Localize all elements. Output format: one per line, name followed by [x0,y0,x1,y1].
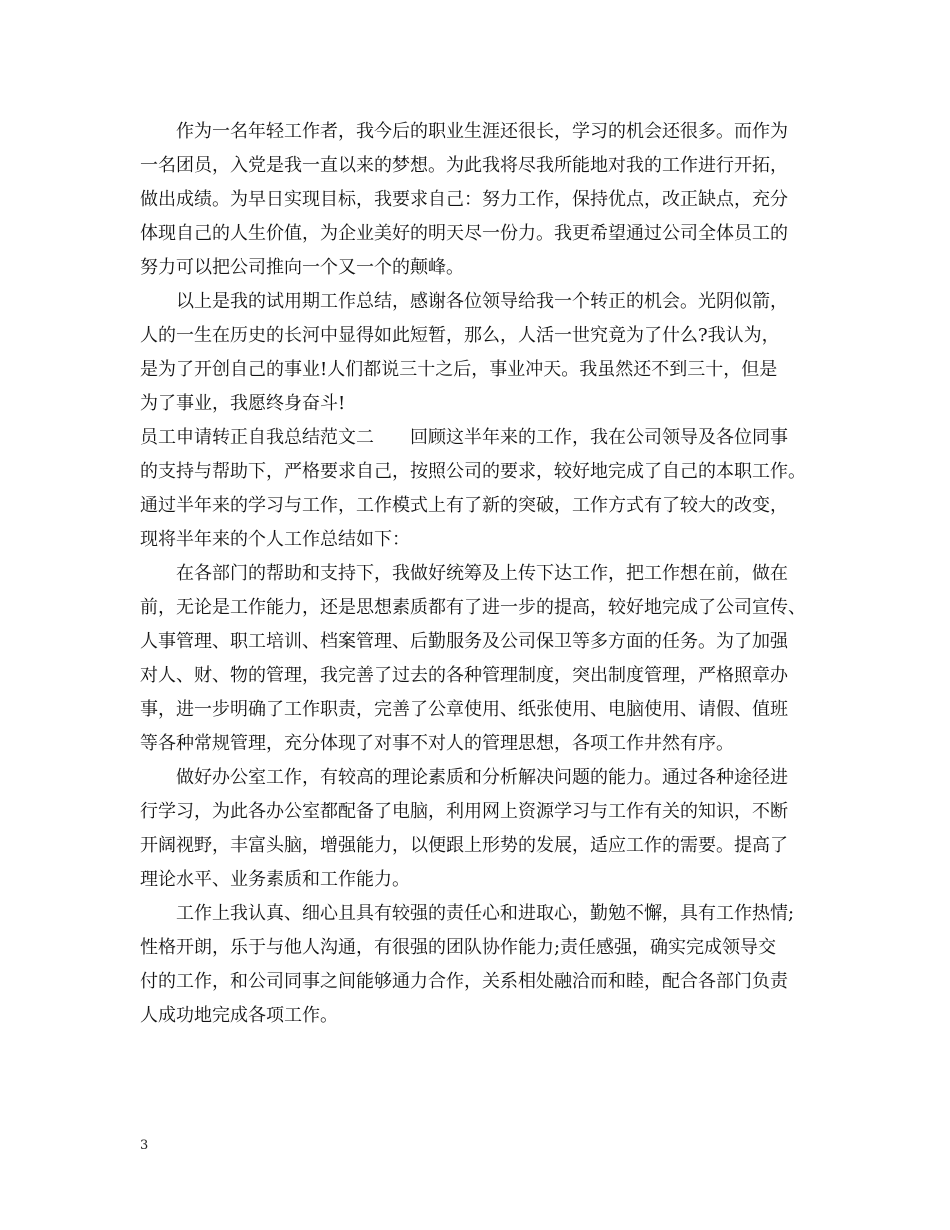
text-line: 体现自己的人生价值，为企业美好的明天尽一份力。我更希望通过公司全体员工的 [140,223,788,244]
text-line: 对人、财、物的管理，我完善了过去的各种管理制度，突出制度管理，严格照章办 [140,665,788,686]
page-number: 3 [140,1138,149,1153]
text-line: 以上是我的试用期工作总结，感谢各位领导给我一个转正的机会。光阴似箭， [176,291,788,312]
text-line: 付的工作，和公司同事之间能够通力合作，关系相处融洽而和睦，配合各部门负责 [140,971,788,992]
section-two [140,421,820,557]
text-line: 现将半年来的个人工作总结如下： [140,529,410,550]
paragraph-office-work [140,761,820,897]
text-line: 做好办公室工作，有较高的理论素质和分析解决问题的能力。通过各种途径进 [176,767,788,788]
document-body [140,115,820,1033]
paragraph-conclusion [140,285,820,421]
text-line: 开阔视野，丰富头脑，增强能力，以便跟上形势的发展，适应工作的需要。提高了 [140,835,788,856]
text-line: 做出成绩。为早日实现目标，我要求自己：努力工作，保持优点，改正缺点，充分 [140,189,788,210]
section-title: 员工申请转正自我总结范文二 [140,427,374,448]
paragraph-career-goals [140,115,820,285]
text-line: 性格开朗，乐于与他人沟通，有很强的团队协作能力;责任感强，确实完成领导交 [140,937,777,958]
text-line: 人成功地完成各项工作。 [140,1005,338,1026]
text-line: 一名团员，入党是我一直以来的梦想。为此我将尽我所能地对我的工作进行开拓， [140,155,788,176]
text-line: 人事管理、职工培训、档案管理、后勤服务及公司保卫等多方面的任务。为了加强 [140,631,788,652]
section-first-line: 回顾这半年来的工作，我在公司领导及各位同事 [410,427,788,448]
text-line: 等各种常规管理，充分体现了对事不对人的管理思想，各项工作井然有序。 [140,733,734,754]
text-line: 前，无论是工作能力，还是思想素质都有了进一步的提高，较好地完成了公司宣传、 [140,597,806,618]
text-line: 在各部门的帮助和支持下，我做好统筹及上传下达工作，把工作想在前，做在 [176,563,788,584]
text-line: 为了事业，我愿终身奋斗! [140,393,346,414]
text-line: 人的一生在历史的长河中显得如此短暂，那么，人活一世究竟为了什么?我认为， [140,325,780,346]
text-line: 努力可以把公司推向一个又一个的颠峰。 [140,257,464,278]
paragraph-attitude [140,897,820,1033]
text-line: 理论水平、业务素质和工作能力。 [140,869,410,890]
text-line: 是为了开创自己的事业!人们都说三十之后，事业冲天。我虽然还不到三十，但是 [140,359,778,380]
section-heading-line [140,421,820,455]
text-line: 作为一名年轻工作者，我今后的职业生涯还很长，学习的机会还很多。而作为 [176,121,788,142]
text-line: 的支持与帮助下，严格要求自己，按照公司的要求，较好地完成了自己的本职工作。 [140,461,806,482]
text-line: 工作上我认真、细心且具有较强的责任心和进取心，勤勉不懈，具有工作热情; [176,903,795,924]
text-line: 通过半年来的学习与工作，工作模式上有了新的突破，工作方式有了较大的改变， [140,495,788,516]
text-line: 事，进一步明确了工作职责，完善了公章使用、纸张使用、电脑使用、请假、值班 [140,699,788,720]
paragraph-coordination [140,557,820,761]
text-line: 行学习，为此各办公室都配备了电脑，利用网上资源学习与工作有关的知识，不断 [140,801,788,822]
